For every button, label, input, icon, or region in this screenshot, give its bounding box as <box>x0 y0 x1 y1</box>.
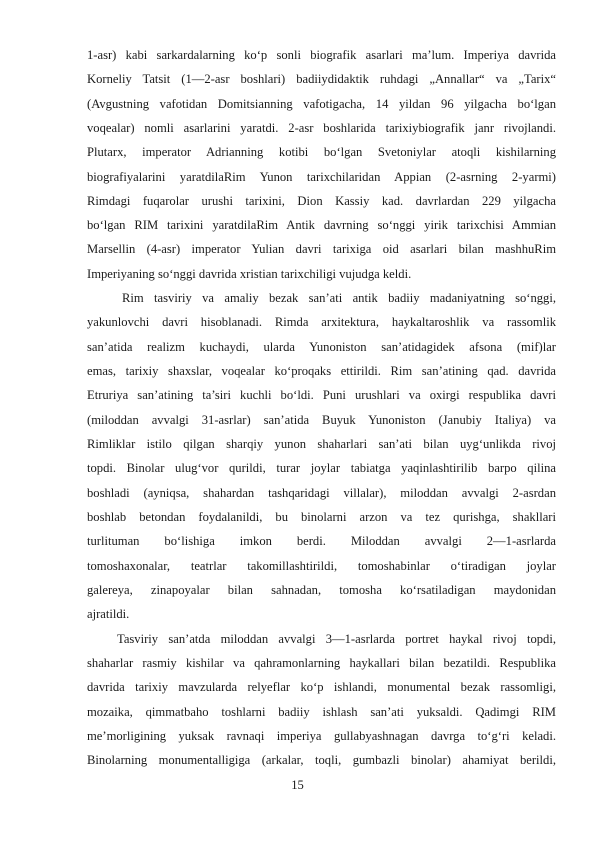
text-line: emas, tarixiy shaxslar, voqealar ko‘proqaks ettirildi. Rim san’atining qad. davrida <box>87 364 556 378</box>
text-line: Marsellin (4-asr) imperator Yulian davri tarixiga oid asarlari bilan mashhuRim <box>87 242 556 256</box>
text-line: turlituman bo‘lishiga imkon berdi. Miloddan avvalgi 2—1-asrlarda <box>87 534 556 548</box>
paragraph-start-line: Tasviriy san’atda miloddan avvalgi 3—1-asrlarda portret haykal rivoj topdi, <box>117 632 556 646</box>
text-line: me’morligining yuksak ravnaqi imperiya gullabyashnagan davrga to‘g‘ri keladi. <box>87 729 556 743</box>
text-line: Rimdagi fuqarolar urushi tarixini, Dion Kassiy kad. davrlardan 229 yilgacha <box>87 194 556 208</box>
text-line: yakunlovchi davri hisoblanadi. Rimda arxitektura, haykaltaroshlik va rassomlik <box>87 315 556 329</box>
text-line: topdi. Binolar ulug‘vor qurildi, turar joylar tabiatga yaqinlashtirilib barpo qilina <box>87 461 556 475</box>
text-line: (Avgustning vafotidan Domitsianning vafotigacha, 14 yildan 96 yilgacha bo‘lgan <box>87 97 556 111</box>
text-line: boshladi (ayniqsa, shahardan tashqaridagi villalar), miloddan avvalgi 2-asrdan <box>87 486 556 500</box>
paragraph-start-line: Rim tasviriy va amaliy bezak san’ati antik badiiy madaniyatning so‘nggi, <box>122 291 556 305</box>
text-line: ajratildi. <box>87 607 130 621</box>
text-line: 1-asr) kabi sarkardalarning ko‘p sonli biografik asarlari ma’lum. Imperiya davrida <box>87 48 556 62</box>
text-line: mozaika, qimmatbaho toshlarni badiiy ishlash san’ati yuksaldi. Qadimgi RIM <box>87 705 556 719</box>
text-line: Plutarx, imperator Adrianning kotibi bo‘lgan Svetoniylar atoqli kishilarning <box>87 145 556 159</box>
text-line: shaharlar rasmiy kishilar va qahramonlarning haykallari bilan bezatildi. Respublika <box>87 656 556 670</box>
text-line: biografiyalarini yaratdilaRim Yunon tarixchilaridan Appian (2-asrning 2-yarmi) <box>87 170 556 184</box>
page-number: 15 <box>291 778 304 792</box>
text-line: boshlab betondan foydalanildi, bu binolarni arzon va tez qurishga, shakllari <box>87 510 556 524</box>
text-line: voqealar) nomli asarlarini yaratdi. 2-asr boshlarida tarixiybiografik janr rivojlandi. <box>87 121 556 135</box>
text-line: (miloddan avvalgi 31-asrlar) san’atida Buyuk Yunoniston (Janubiy Italiya) va <box>87 413 556 427</box>
text-line: tomoshaxonalar, teatrlar takomillashtirildi, tomoshabinlar o‘tiradigan joylar <box>87 559 556 573</box>
text-line: san’atida realizm kuchaydi, ularda Yunoniston san’atidagidek afsona (mif)lar <box>87 340 556 354</box>
text-line: Imperiyaning so‘nggi davrida xristian tarixchiligi vujudga keldi. <box>87 267 412 281</box>
text-line: galereya, zinapoyalar bilan sahnadan, tomosha ko‘rsatiladigan maydonidan <box>87 583 556 597</box>
text-line: Korneliy Tatsit (1—2-asr boshlari) badiiydidaktik ruhdagi „Annallar“ va „Tarix“ <box>87 72 556 86</box>
text-line: bo‘lgan RIM tarixini yaratdilaRim Antik davrning so‘nggi yirik tarixchisi Ammian <box>87 218 556 232</box>
text-line: Rimliklar istilo qilgan sharqiy yunon shaharlari san’ati bilan uyg‘unlikda rivoj <box>87 437 556 451</box>
text-line: davrida tarixiy mavzularda relyeflar ko‘p ishlandi, monumental bezak rassomligi, <box>87 680 556 694</box>
text-line: Etruriya san’atining ta’siri kuchli bo‘ldi. Puni urushlari va oxirgi respublika davri <box>87 388 556 402</box>
text-line: Binolarning monumentalligiga (arkalar, toqli, gumbazli binolar) ahamiyat berildi, <box>87 753 556 767</box>
